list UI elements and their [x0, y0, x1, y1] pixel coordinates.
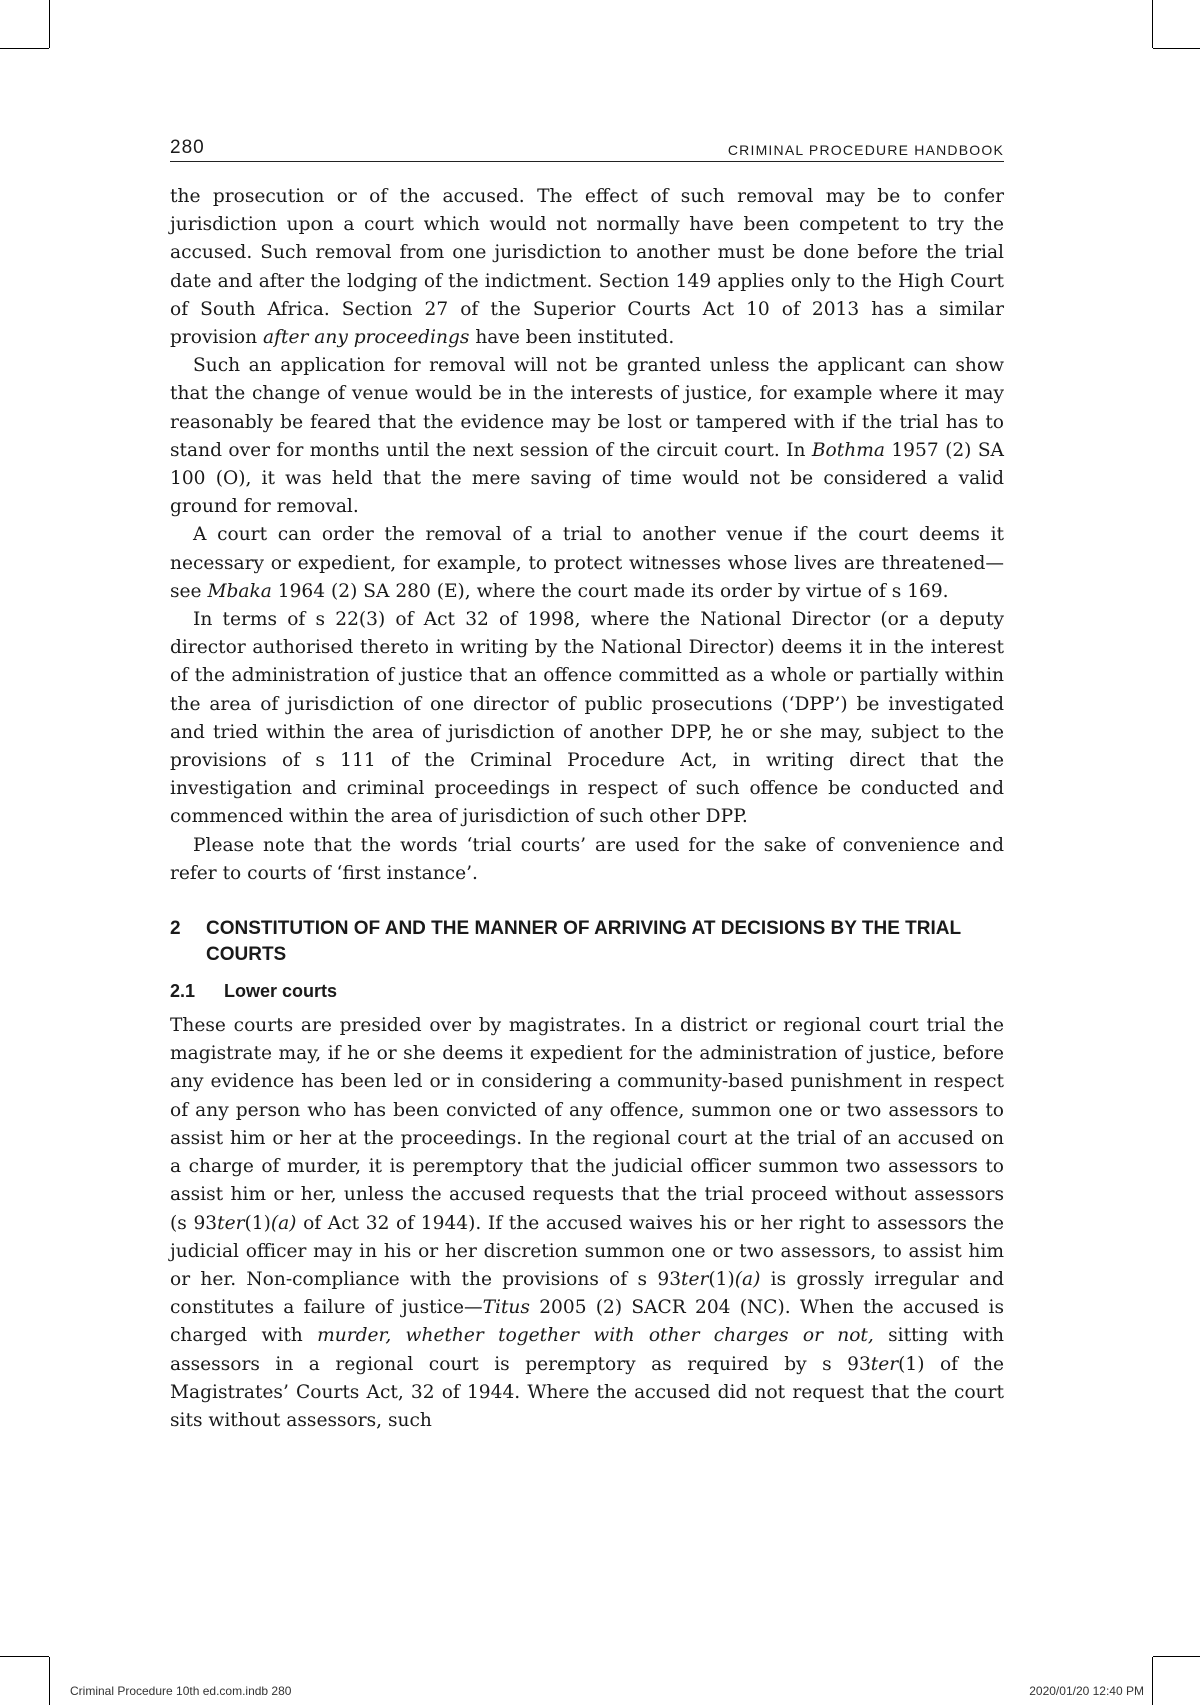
crop-mark-top-right-v	[1152, 0, 1153, 48]
page-body	[170, 183, 1004, 1435]
crop-mark-bottom-right-h	[1153, 1656, 1200, 1657]
subsection-number: 2.1	[170, 981, 196, 1002]
paragraph-court-order-removal: A court can order the removal of a trial to another venue if the court deems it necessary or expedient, for example, to protect witnesses whose lives are threatened—see Mbaka 1964 (2) SA 280 (E), where the court made its order by virtue of s 169.	[170, 524, 1004, 602]
paragraph-trial-courts-note: Please note that the words ‘trial courts’ are used for the sake of convenience and refer to courts of ‘first instance’.	[170, 834, 1004, 884]
print-slug-file: Criminal Procedure 10th ed.com.indb 280	[70, 1684, 292, 1698]
section-number: 2	[170, 918, 181, 940]
print-slug-timestamp: 2020/01/20 12:40 PM	[1029, 1684, 1144, 1698]
crop-mark-bottom-left-h	[0, 1656, 49, 1657]
page-number: 280	[170, 137, 205, 158]
paragraph-lower-courts: These courts are presided over by magistrates. In a district or regional court trial the magistrate may, if he or she deems it expedient for the administration of justice, before any evidence has been led or in considering a community-based punishment in respect of any person who has been convicted of any offence, summon one or two assessors to assist him or her at the proceedings. In the regional court at the trial of an accused on a charge of murder, it is peremptory that the judicial officer summon two assessors to assist him or her, unless the accused requests that the trial proceed without assessors (s 93ter(1)(a) of Act 32 of 1944). If the accused waives his or her right to assessors the judicial officer may in his or her discretion summon one or two assessors, to assist him or her. Non-compliance with the provisions of s 93ter(1)(a) is grossly irregular and constitutes a failure of justice—Titus 2005 (2) SACR 204 (NC). When the accused is charged with murder, whether together with other charges or not, sitting with assessors in a regional court is peremptory as required by s 93ter(1) of the Magistrates’ Courts Act, 32 of 1944. Where the accused did not request that the court sits without assessors, such	[170, 1015, 1004, 1431]
paragraph-removal-effect: the prosecution or of the accused. The effect of such removal may be to confer jurisdiction upon a court which would not normally have been competent to try the accused. Such removal from one jurisdiction to another must be done before the trial date and after the lodging of the indictment. Section 149 applies only to the High Court of South Africa. Section 27 of the Superior Courts Act 10 of 2013 has a similar provision after any proceedings have been instituted.	[170, 186, 1004, 349]
section-heading	[170, 916, 1004, 968]
running-title: CRIMINAL PROCEDURE HANDBOOK	[727, 142, 1004, 158]
paragraph-national-director: In terms of s 22(3) of Act 32 of 1998, where the National Director (or a deputy director authorised thereto in writing by the National Director) deems it in the interest of the administration of justice that an offence committed as a whole or partially within the area of jurisdiction of one director of public prosecutions (‘DPP’) be investigated and tried within the area of jurisdiction of another DPP, he or she may, subject to the provisions of s 111 of the Criminal Procedure Act, in writing direct that the investigation and criminal proceedings in respect of such offence be conducted and commenced within the area of jurisdiction of such other DPP.	[170, 609, 1004, 828]
crop-mark-top-right-h	[1153, 48, 1200, 49]
subsection-title: Lower courts	[224, 981, 338, 1002]
crop-mark-top-left-v	[49, 0, 50, 48]
page-header	[170, 137, 1004, 162]
crop-mark-bottom-right-v	[1152, 1657, 1153, 1705]
crop-mark-top-left-h	[0, 48, 49, 49]
paragraph-application-for-removal: Such an application for removal will not be granted unless the applicant can show that the change of venue would be in the interests of justice, for example where it may reasonably be feared that the evidence may be lost or tampered with if the trial has to stand over for months until the next session of the circuit court. In Bothma 1957 (2) SA 100 (O), it was held that the mere saving of time would not be considered a valid ground for removal.	[170, 355, 1004, 518]
crop-mark-bottom-left-v	[49, 1657, 50, 1705]
section-title: CONSTITUTION OF AND THE MANNER OF ARRIVING AT DECISIONS BY THE TRIAL COURTS	[206, 918, 961, 966]
subsection-heading	[170, 978, 1004, 1004]
